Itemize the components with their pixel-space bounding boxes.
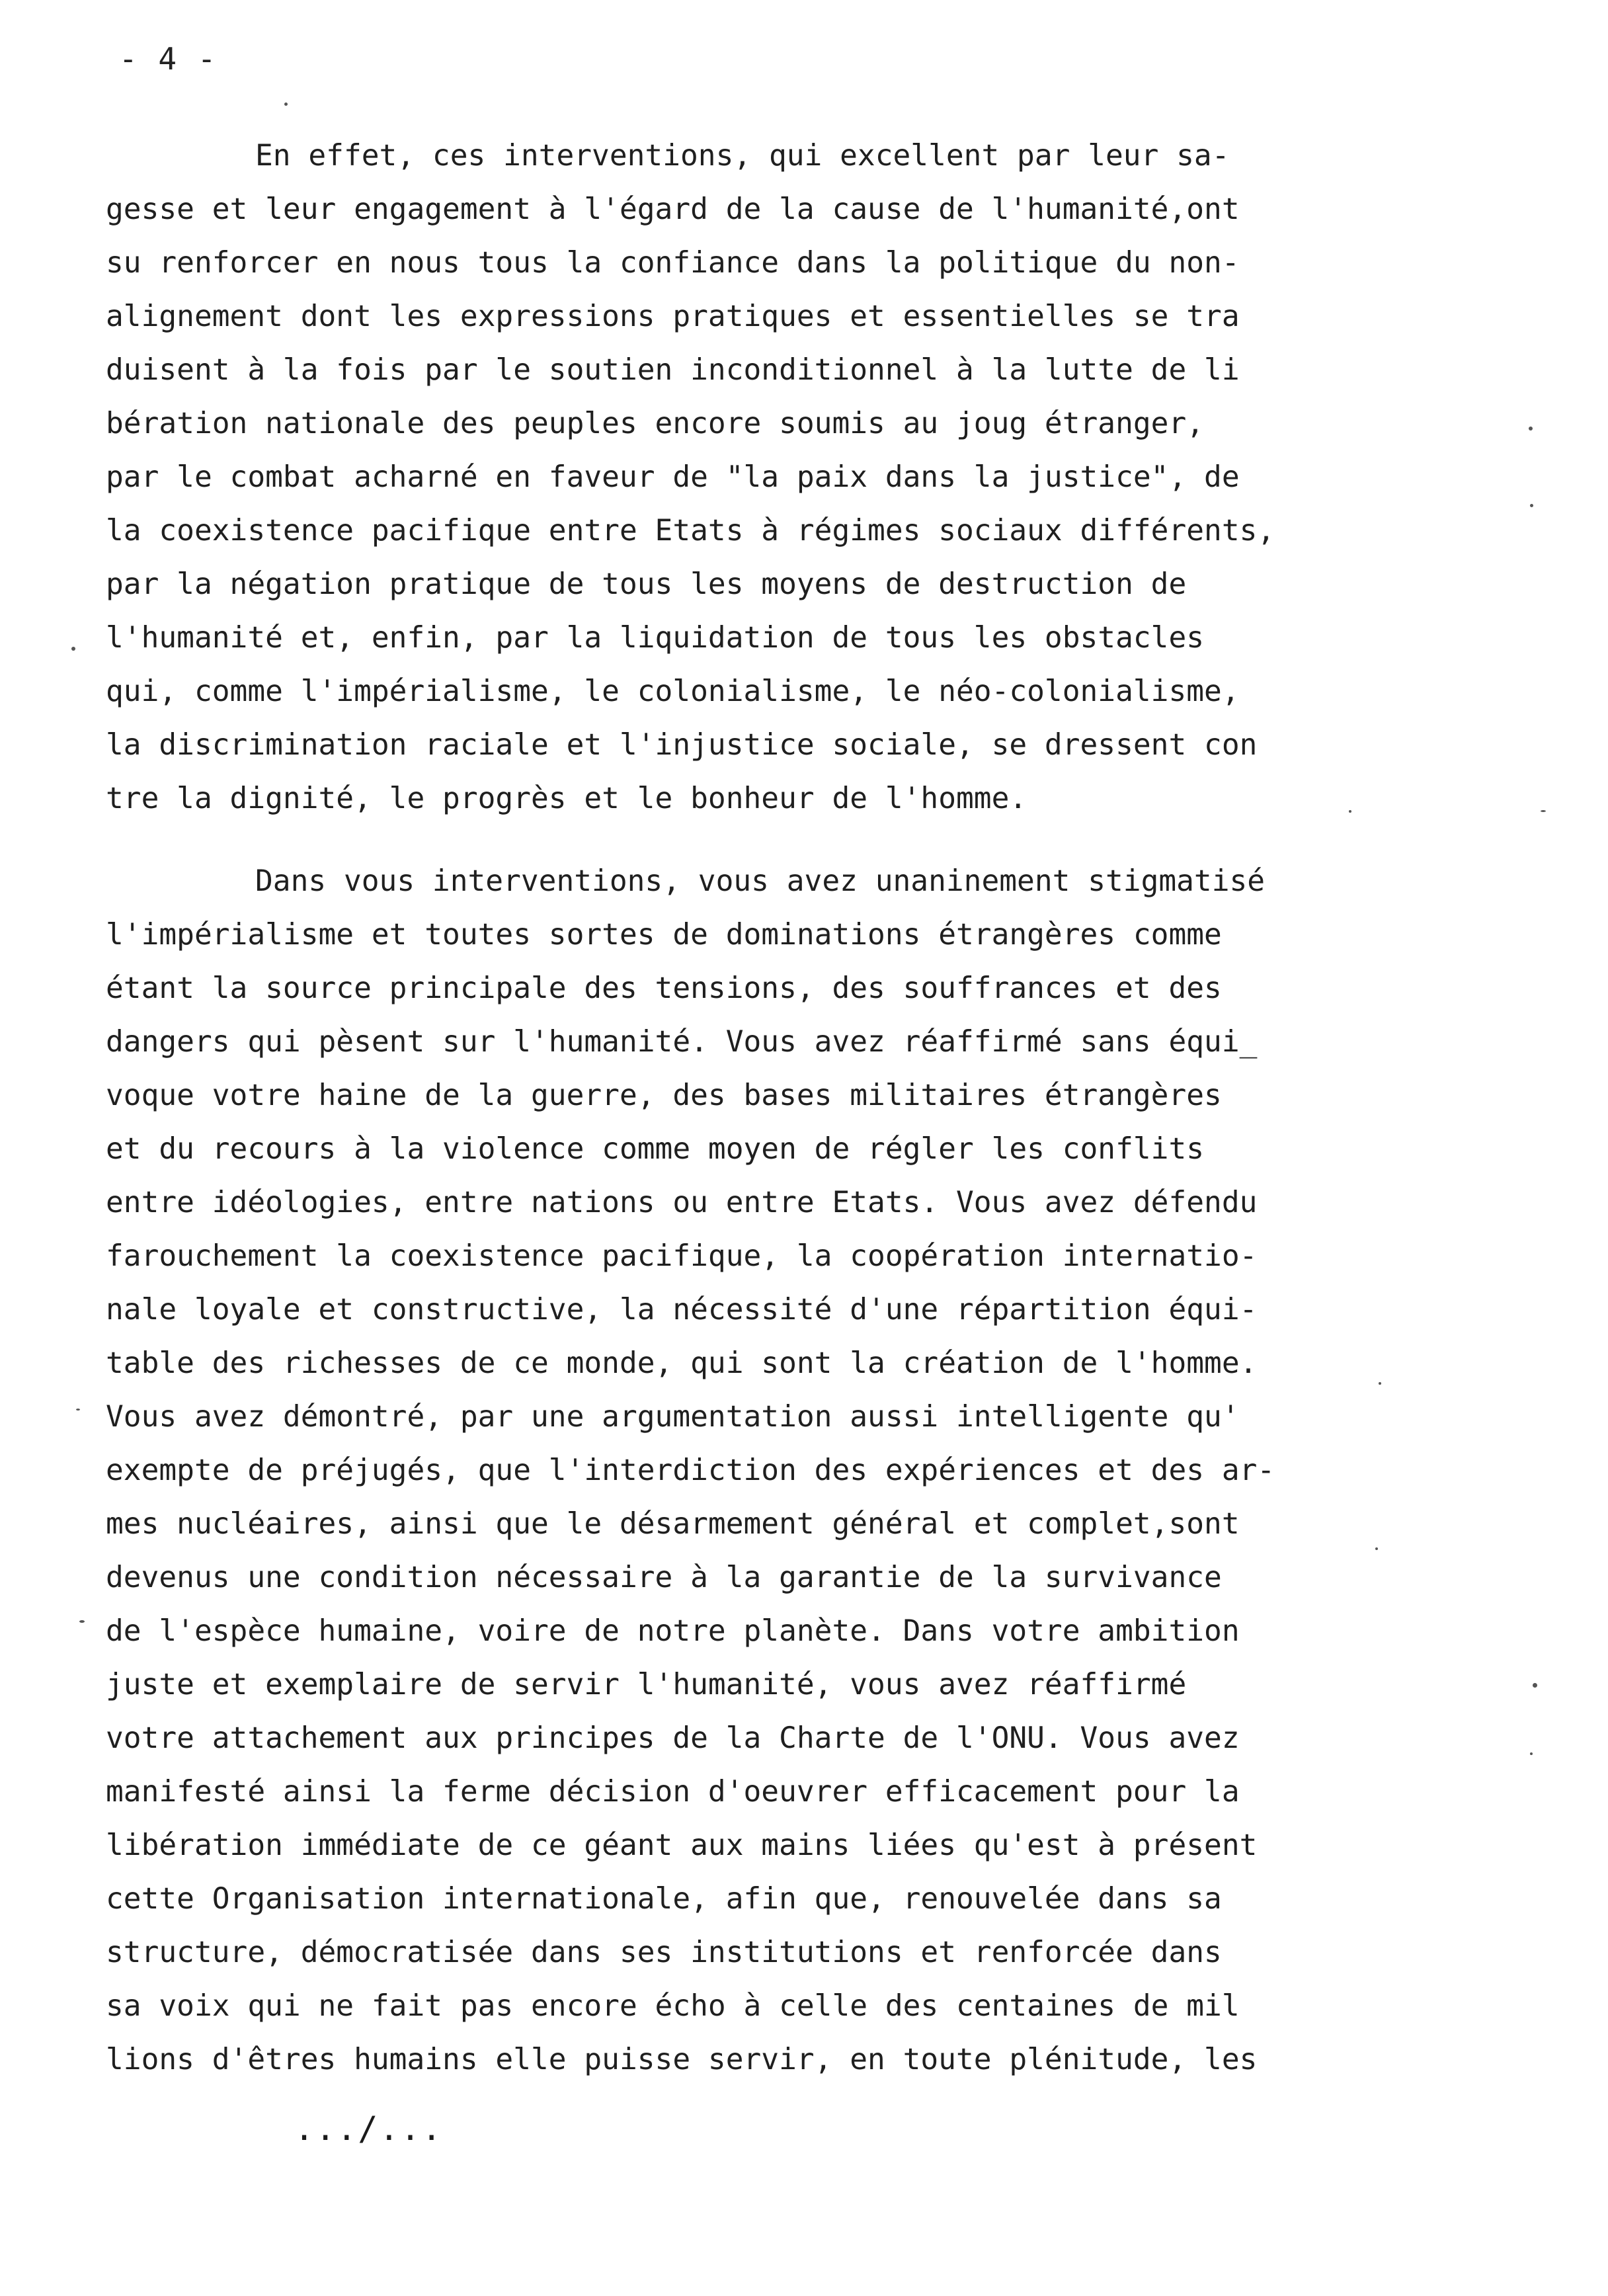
paragraph-1 xyxy=(106,129,1402,825)
text-line: tre la dignité, le progrès et le bonheur de l'homme. xyxy=(106,782,1027,815)
text-line: nale loyale et constructive, la nécessité d'une répartition équi- xyxy=(106,1293,1258,1327)
text-line: farouchement la coexistence pacifique, la coopération internatio- xyxy=(106,1239,1258,1273)
text-line: juste et exemplaire de servir l'humanité, vous avez réaffirmé xyxy=(106,1668,1187,1702)
scan-speck xyxy=(284,102,288,106)
text-line: étant la source principale des tensions, des souffrances et des xyxy=(106,971,1222,1005)
text-line: libération immédiate de ce géant aux mains liées qu'est à présent xyxy=(106,1828,1258,1862)
scan-speck xyxy=(1379,1382,1381,1385)
text-line: su renforcer en nous tous la confiance dans la politique du non- xyxy=(106,246,1240,280)
text-line: et du recours à la violence comme moyen de régler les conflits xyxy=(106,1132,1205,1166)
text-line: sa voix qui ne fait pas encore écho à celle des centaines de mil xyxy=(106,1989,1240,2023)
paragraph-2 xyxy=(106,854,1402,2086)
text-line: par le combat acharné en faveur de "la paix dans la justice", de xyxy=(106,460,1240,494)
scan-speck xyxy=(76,1409,80,1411)
text-line: l'impérialisme et toutes sortes de dominations étrangères comme xyxy=(106,918,1222,952)
text-line: entre idéologies, entre nations ou entre Etats. Vous avez défendu xyxy=(106,1186,1258,1219)
text-line: de l'espèce humaine, voire de notre planète. Dans votre ambition xyxy=(106,1614,1240,1648)
text-line: votre attachement aux principes de la Charte de l'ONU. Vous avez xyxy=(106,1721,1240,1755)
scan-speck xyxy=(1530,504,1533,507)
scan-speck xyxy=(71,647,75,651)
text-line: structure, démocratisée dans ses institutions et renforcée dans xyxy=(106,1936,1222,1969)
scan-speck xyxy=(1533,1683,1537,1688)
text-line: lions d'êtres humains elle puisse servir, en toute plénitude, les xyxy=(106,2043,1258,2076)
text-line: manifesté ainsi la ferme décision d'oeuvrer efficacement pour la xyxy=(106,1775,1240,1809)
text-line: alignement dont les expressions pratiques et essentielles se tra xyxy=(106,300,1240,333)
text-line: voque votre haine de la guerre, des bases militaires étrangères xyxy=(106,1079,1222,1112)
text-line: dangers qui pèsent sur l'humanité. Vous avez réaffirmé sans équi_ xyxy=(106,1025,1258,1059)
text-line: la coexistence pacifique entre Etats à régimes sociaux différents, xyxy=(106,514,1275,548)
text-line: qui, comme l'impérialisme, le colonialisme, le néo-colonialisme, xyxy=(106,675,1240,708)
text-line: duisent à la fois par le soutien inconditionnel à la lutte de li xyxy=(106,353,1240,387)
scan-speck xyxy=(1529,427,1533,430)
text-line: Vous avez démontré, par une argumentation aussi intelligente qu' xyxy=(106,1400,1240,1434)
scan-speck xyxy=(1375,1547,1378,1550)
text-line: mes nucléaires, ainsi que le désarmement général et complet,sont xyxy=(106,1507,1240,1541)
page-number: - 4 - xyxy=(119,41,218,77)
scan-speck xyxy=(1530,1752,1533,1755)
continuation-mark: .../... xyxy=(294,2110,443,2148)
text-line: cette Organisation internationale, afin que, renouvelée dans sa xyxy=(106,1882,1222,1916)
scan-speck xyxy=(1541,810,1546,812)
text-line: l'humanité et, enfin, par la liquidation de tous les obstacles xyxy=(106,621,1205,655)
text-line: table des richesses de ce monde, qui sont la création de l'homme. xyxy=(106,1346,1258,1380)
text-line: En effet, ces interventions, qui excellent par leur sa- xyxy=(255,139,1230,173)
scan-speck xyxy=(1349,810,1351,813)
text-line: par la négation pratique de tous les moyens de destruction de xyxy=(106,567,1187,601)
scan-speck xyxy=(79,1620,85,1623)
text-line: bération nationale des peuples encore soumis au joug étranger, xyxy=(106,407,1205,440)
text-line: gesse et leur engagement à l'égard de la cause de l'humanité,ont xyxy=(106,192,1240,226)
text-line: devenus une condition nécessaire à la garantie de la survivance xyxy=(106,1561,1222,1594)
text-line: Dans vous interventions, vous avez unaninement stigmatisé xyxy=(255,864,1266,898)
text-line: exempte de préjugés, que l'interdiction des expériences et des ar- xyxy=(106,1454,1275,1487)
text-line: la discrimination raciale et l'injustice sociale, se dressent con xyxy=(106,728,1258,762)
